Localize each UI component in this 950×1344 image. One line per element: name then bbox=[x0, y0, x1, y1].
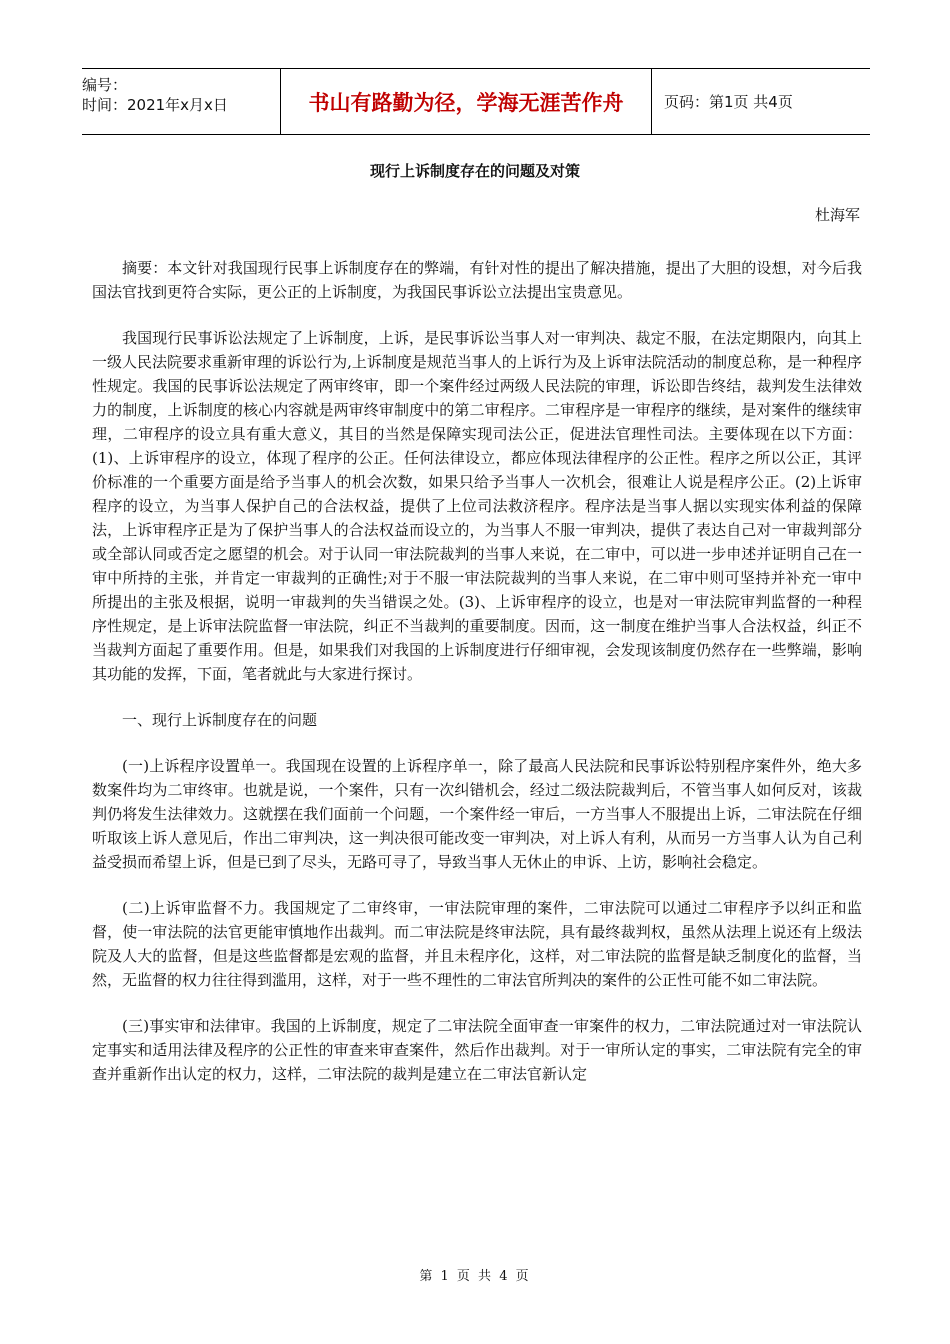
header-meta bbox=[82, 69, 280, 134]
header-page-info: 页码：第1页 共4页 bbox=[664, 93, 793, 111]
body-paragraph: (二)上诉审监督不力。我国规定了二审终审，一审法院审理的案件，二审法院可以通过二审程序予以纠正和监督，使一审法院的法官更能审慎地作出裁判。而二审法院是终审法院，具有最终裁判权，虽然从法理上说还有上级法院及人大的监督，但是这些监督都是宏观的监督，并且未程序化，这样，对二审法院的监督是缺乏制度化的监督，当然，无监督的权力往往得到滥用，这样，对于一些不理性的二审法官所判决的案件的公正性可能不如二审法院。 bbox=[92, 899, 862, 989]
header-motto: 书山有路勤为径，学海无涯苦作舟 bbox=[280, 69, 652, 134]
number-label: 编号： bbox=[82, 76, 128, 94]
document-body bbox=[92, 256, 862, 1086]
time-label: 时间：2021年x月x日 bbox=[82, 96, 228, 114]
document-title: 现行上诉制度存在的问题及对策 bbox=[369, 162, 580, 180]
section-heading: 一、现行上诉制度存在的问题 bbox=[122, 711, 318, 729]
page-footer: 第 1 页 共 4 页 bbox=[419, 1269, 531, 1284]
document-author: 杜海军 bbox=[814, 206, 860, 224]
body-paragraph: (三)事实审和法律审。我国的上诉制度，规定了二审法院全面审查一审案件的权力，二审法院通过对一审法院认定事实和适用法律及程序的公正性的审查来审查案件，然后作出裁判。对于一审所认定的事实，二审法院有完全的审查并重新作出认定的权力，这样，二审法院的裁判是建立在二审法官新认定 bbox=[92, 1017, 862, 1083]
body-paragraph: 我国现行民事诉讼法规定了上诉制度，上诉，是民事诉讼当事人对一审判决、裁定不服，在法定期限内，向其上一级人民法院要求重新审理的诉讼行为,上诉制度是规范当事人的上诉行为及上诉审法院活动的制度总称，是一种程序性规定。我国的民事诉讼法规定了两审终审，即一个案件经过两级人民法院的审理，诉讼即告终结，裁判发生法律效力的制度，上诉制度的核心内容就是两审终审制度中的第二审程序。二审程序是一审程序的继续，是对案件的继续审理，二审程序的设立具有重大意义，其目的当然是保障实现司法公正，促进法官理性司法。主要体现在以下方面：(1)、上诉审程序的设立，体现了程序的公正。任何法律设立，都应体现法律程序的公正性。程序之所以公正，其评价标准的一个重要方面是给予当事人的机会次数，如果只给予当事人一次机会，很难让人说是程序公正。(2)上诉审程序的设立，为当事人保护自己的合法权益，提供了上位司法救济程序。程序法是当事人据以实现实体利益的保障法，上诉审程序正是为了保护当事人的合法权益而设立的，为当事人不服一审判决，提供了表达自己对一审裁判部分或全部认同或否定之愿望的机会。对于认同一审法院裁判的当事人来说，在二审中，可以进一步申述并证明自己在一审中所持的主张，并肯定一审裁判的正确性;对于不服一审法院裁判的当事人来说，在二审中则可坚持并补充一审中所提出的主张及根据，说明一审裁判的失当错误之处。(3)、上诉审程序的设立，也是对一审法院审判监督的一种程序性规定，是上诉审法院监督一审法院，纠正不当裁判的重要制度。因而，这一制度在维护当事人合法权益，纠正不当裁判方面起了重要作用。但是，如果我们对我国的上诉制度进行仔细审视，会发现该制度仍然存在一些弊端，影响其功能的发挥，下面，笔者就此与大家进行探讨。 bbox=[92, 329, 862, 683]
abstract-paragraph: 摘要：本文针对我国现行民事上诉制度存在的弊端，有针对性的提出了解决措施，提出了大胆的设想，对今后我国法官找到更符合实际，更公正的上诉制度，为我国民事诉讼立法提出宝贵意见。 bbox=[92, 259, 862, 301]
body-paragraph: (一)上诉程序设置单一。我国现在设置的上诉程序单一，除了最高人民法院和民事诉讼特别程序案件外，绝大多数案件均为二审终审。也就是说，一个案件，只有一次纠错机会，经过二级法院裁判后，不管当事人如何反对，该裁判仍将发生法律效力。这就摆在我们面前一个问题，一个案件经一审后，一方当事人不服提出上诉，二审法院在仔细听取该上诉人意见后，作出二审判决，这一判决很可能改变一审判决，对上诉人有利，从而另一方当事人认为自己利益受损而希望上诉，但是已到了尽头，无路可寻了，导致当事人无休止的申诉、上访，影响社会稳定。 bbox=[92, 757, 862, 871]
document-header bbox=[82, 68, 870, 135]
